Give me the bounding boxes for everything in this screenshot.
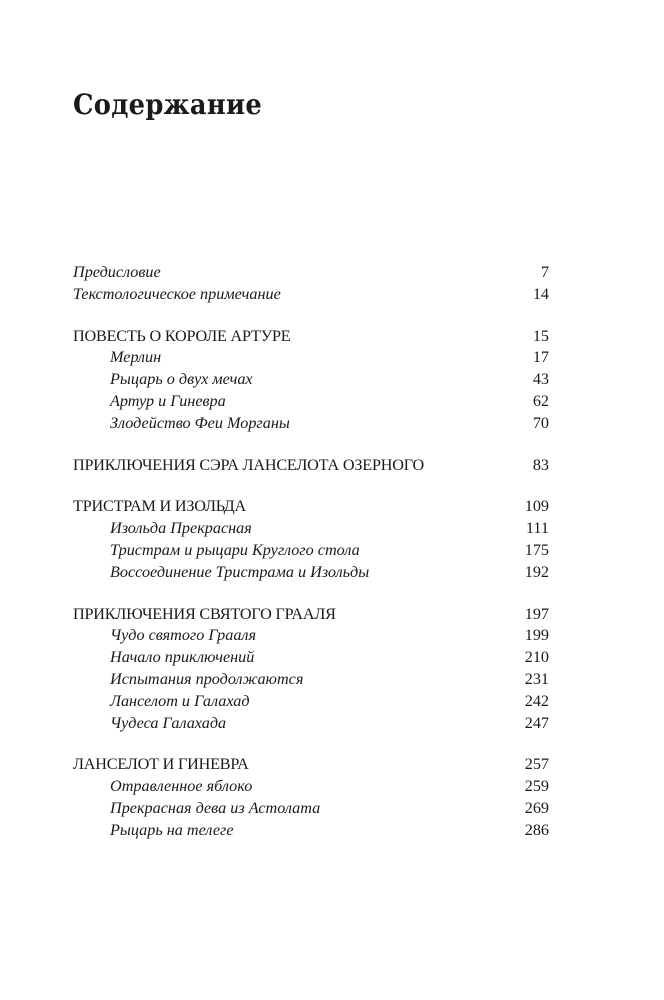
toc-entry-label: Мерлин xyxy=(110,348,162,367)
toc-entry[interactable] xyxy=(73,518,549,540)
toc-entry-page: 199 xyxy=(524,626,549,645)
toc-entry-page: 210 xyxy=(524,648,549,667)
toc-section-page: 15 xyxy=(532,326,549,345)
toc-entry[interactable] xyxy=(73,691,549,713)
toc-entry[interactable] xyxy=(73,262,549,284)
toc-entry-label: Артур и Гиневра xyxy=(110,391,226,410)
toc-entry[interactable] xyxy=(73,647,549,669)
toc-section-label: ЛАНСЕЛОТ И ГИНЕВРА xyxy=(73,755,249,774)
toc-entry[interactable] xyxy=(73,369,549,391)
toc-section-heading[interactable] xyxy=(73,496,549,518)
toc-entry-page: 231 xyxy=(524,669,549,688)
toc-section-heading[interactable] xyxy=(73,455,549,477)
toc-section-page: 83 xyxy=(532,455,549,474)
toc-entry[interactable] xyxy=(73,562,549,584)
toc-entry-label: Изольда Прекрасная xyxy=(110,519,252,538)
toc-entry-label: Тристрам и рыцари Круглого стола xyxy=(110,540,360,559)
toc-entry-page: 286 xyxy=(524,820,549,839)
toc-entry[interactable] xyxy=(73,776,549,798)
toc-entry-page: 7 xyxy=(540,263,549,281)
toc-entry[interactable] xyxy=(73,820,549,842)
toc-section-page: 109 xyxy=(524,497,549,516)
toc-entry-page: 242 xyxy=(524,691,549,710)
toc-entry-label: Текстологическое примечание xyxy=(73,284,281,303)
toc-entry[interactable] xyxy=(73,713,549,735)
toc-entry-page: 259 xyxy=(524,777,549,796)
toc-entry[interactable] xyxy=(73,284,549,306)
toc-entry-label: Начало приключений xyxy=(110,648,255,667)
toc-entry-page: 14 xyxy=(532,284,549,303)
toc-group-arthur xyxy=(73,326,549,435)
toc-entry-page: 111 xyxy=(525,519,549,538)
toc-entry[interactable] xyxy=(73,347,549,369)
toc-entry-page: 192 xyxy=(524,562,549,581)
toc-section-label: ТРИСТРАМ И ИЗОЛЬДА xyxy=(73,497,246,516)
toc-entry-label: Прекрасная дева из Астолата xyxy=(110,798,321,817)
toc-entry-label: Чудеса Галахада xyxy=(110,713,227,732)
toc-section-page: 197 xyxy=(524,604,549,623)
toc-entry-page: 70 xyxy=(532,413,549,432)
toc-entry-page: 43 xyxy=(532,370,549,389)
toc-entry-label: Ланселот и Галахад xyxy=(110,691,250,710)
toc-entry[interactable] xyxy=(73,391,549,413)
toc-entry[interactable] xyxy=(73,669,549,691)
toc-entry-label: Воссоединение Тристрама и Изольды xyxy=(110,562,370,581)
toc-entry-page: 247 xyxy=(524,713,549,732)
toc-group-grail xyxy=(73,604,549,735)
toc-group-front xyxy=(73,262,549,306)
toc-entry-label: Отравленное яблоко xyxy=(110,777,253,796)
toc-entry-label: Рыцарь о двух мечах xyxy=(110,370,253,389)
toc-section-page: 257 xyxy=(524,755,549,774)
toc-entry-label: Рыцарь на телеге xyxy=(110,820,234,839)
toc-section-label: ПРИКЛЮЧЕНИЯ СЭРА ЛАНСЕЛОТА ОЗЕРНОГО xyxy=(73,455,424,474)
toc-entry-label: Злодейство Феи Морганы xyxy=(110,413,290,432)
toc-section-heading[interactable] xyxy=(73,604,549,626)
toc-section-label: ПОВЕСТЬ О КОРОЛЕ АРТУРЕ xyxy=(73,326,291,345)
toc-entry[interactable] xyxy=(73,540,549,562)
table-of-contents xyxy=(73,262,549,862)
toc-section-label: ПРИКЛЮЧЕНИЯ СВЯТОГО ГРААЛЯ xyxy=(73,604,336,623)
toc-group-tristram xyxy=(73,496,549,583)
toc-entry-label: Испытания продолжаются xyxy=(110,669,304,688)
toc-section-heading[interactable] xyxy=(73,326,549,348)
toc-entry-label: Предисловие xyxy=(73,263,161,281)
toc-entry-label: Чудо святого Грааля xyxy=(110,626,257,645)
toc-entry[interactable] xyxy=(73,625,549,647)
toc-group-guinevere xyxy=(73,754,549,841)
toc-entry-page: 17 xyxy=(532,348,549,367)
toc-entry-page: 175 xyxy=(524,540,549,559)
toc-entry-page: 269 xyxy=(524,798,549,817)
toc-section-heading[interactable] xyxy=(73,754,549,776)
toc-group-lancelot-adventures xyxy=(73,455,549,477)
toc-entry[interactable] xyxy=(73,413,549,435)
toc-entry-page: 62 xyxy=(532,391,549,410)
page-title: Содержание xyxy=(73,88,263,121)
toc-entry[interactable] xyxy=(73,798,549,820)
